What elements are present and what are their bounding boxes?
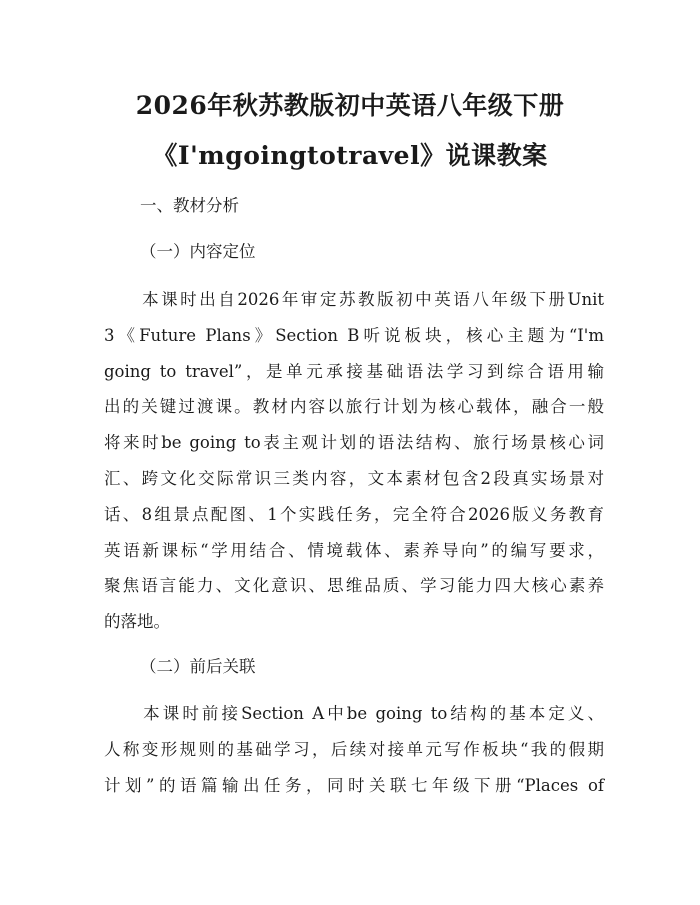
paragraph-content-positioning: [104, 282, 604, 640]
paragraph-line: 的落地。: [104, 612, 170, 632]
paragraph-line: 出的关键过渡课。教材内容以旅行计划为核心载体，融合一般: [104, 397, 604, 417]
paragraph-line: 将来时be going to表主观计划的语法结构、旅行场景核心词: [104, 433, 604, 453]
paragraph-line: 本课时出自2026年审定苏教版初中英语八年级下册Unit: [104, 290, 604, 309]
paragraph-line: 话、8组景点配图、1个实践任务，完全符合2026版义务教育: [104, 504, 604, 524]
subsection-heading-connections: （二）前后关联: [140, 657, 256, 676]
paragraph-line: 3《Future Plans》Section B听说板块，核心主题为“I'm: [104, 325, 604, 345]
section-heading-textbook-analysis: 一、教材分析: [140, 196, 239, 215]
paragraph-line: 聚焦语言能力、文化意识、思维品质、学习能力四大核心素养: [104, 576, 604, 596]
paragraph-line: 人称变形规则的基础学习，后续对接单元写作板块“我的假期: [104, 739, 604, 759]
paragraph-line: 英语新课标“学用结合、情境载体、素养导向”的编写要求，: [104, 540, 604, 560]
paragraph-line: going to travel”，是单元承接基础语法学习到综合语用输: [104, 361, 604, 381]
subsection-heading-content-positioning: （一）内容定位: [140, 242, 256, 261]
paragraph-line: 本课时前接Section A中be going to结构的基本定义、: [104, 704, 604, 723]
paragraph-line: 汇、跨文化交际常识三类内容，文本素材包含2段真实场景对: [104, 468, 604, 488]
paragraph-connections: [104, 696, 604, 803]
document-title-line-2: 《I'mgoingtotravel》说课教案: [152, 141, 548, 170]
document-title-line-1: 2026年秋苏教版初中英语八年级下册: [135, 91, 565, 120]
paragraph-line: 计划”的语篇输出任务，同时关联七年级下册“Places of: [104, 775, 604, 795]
